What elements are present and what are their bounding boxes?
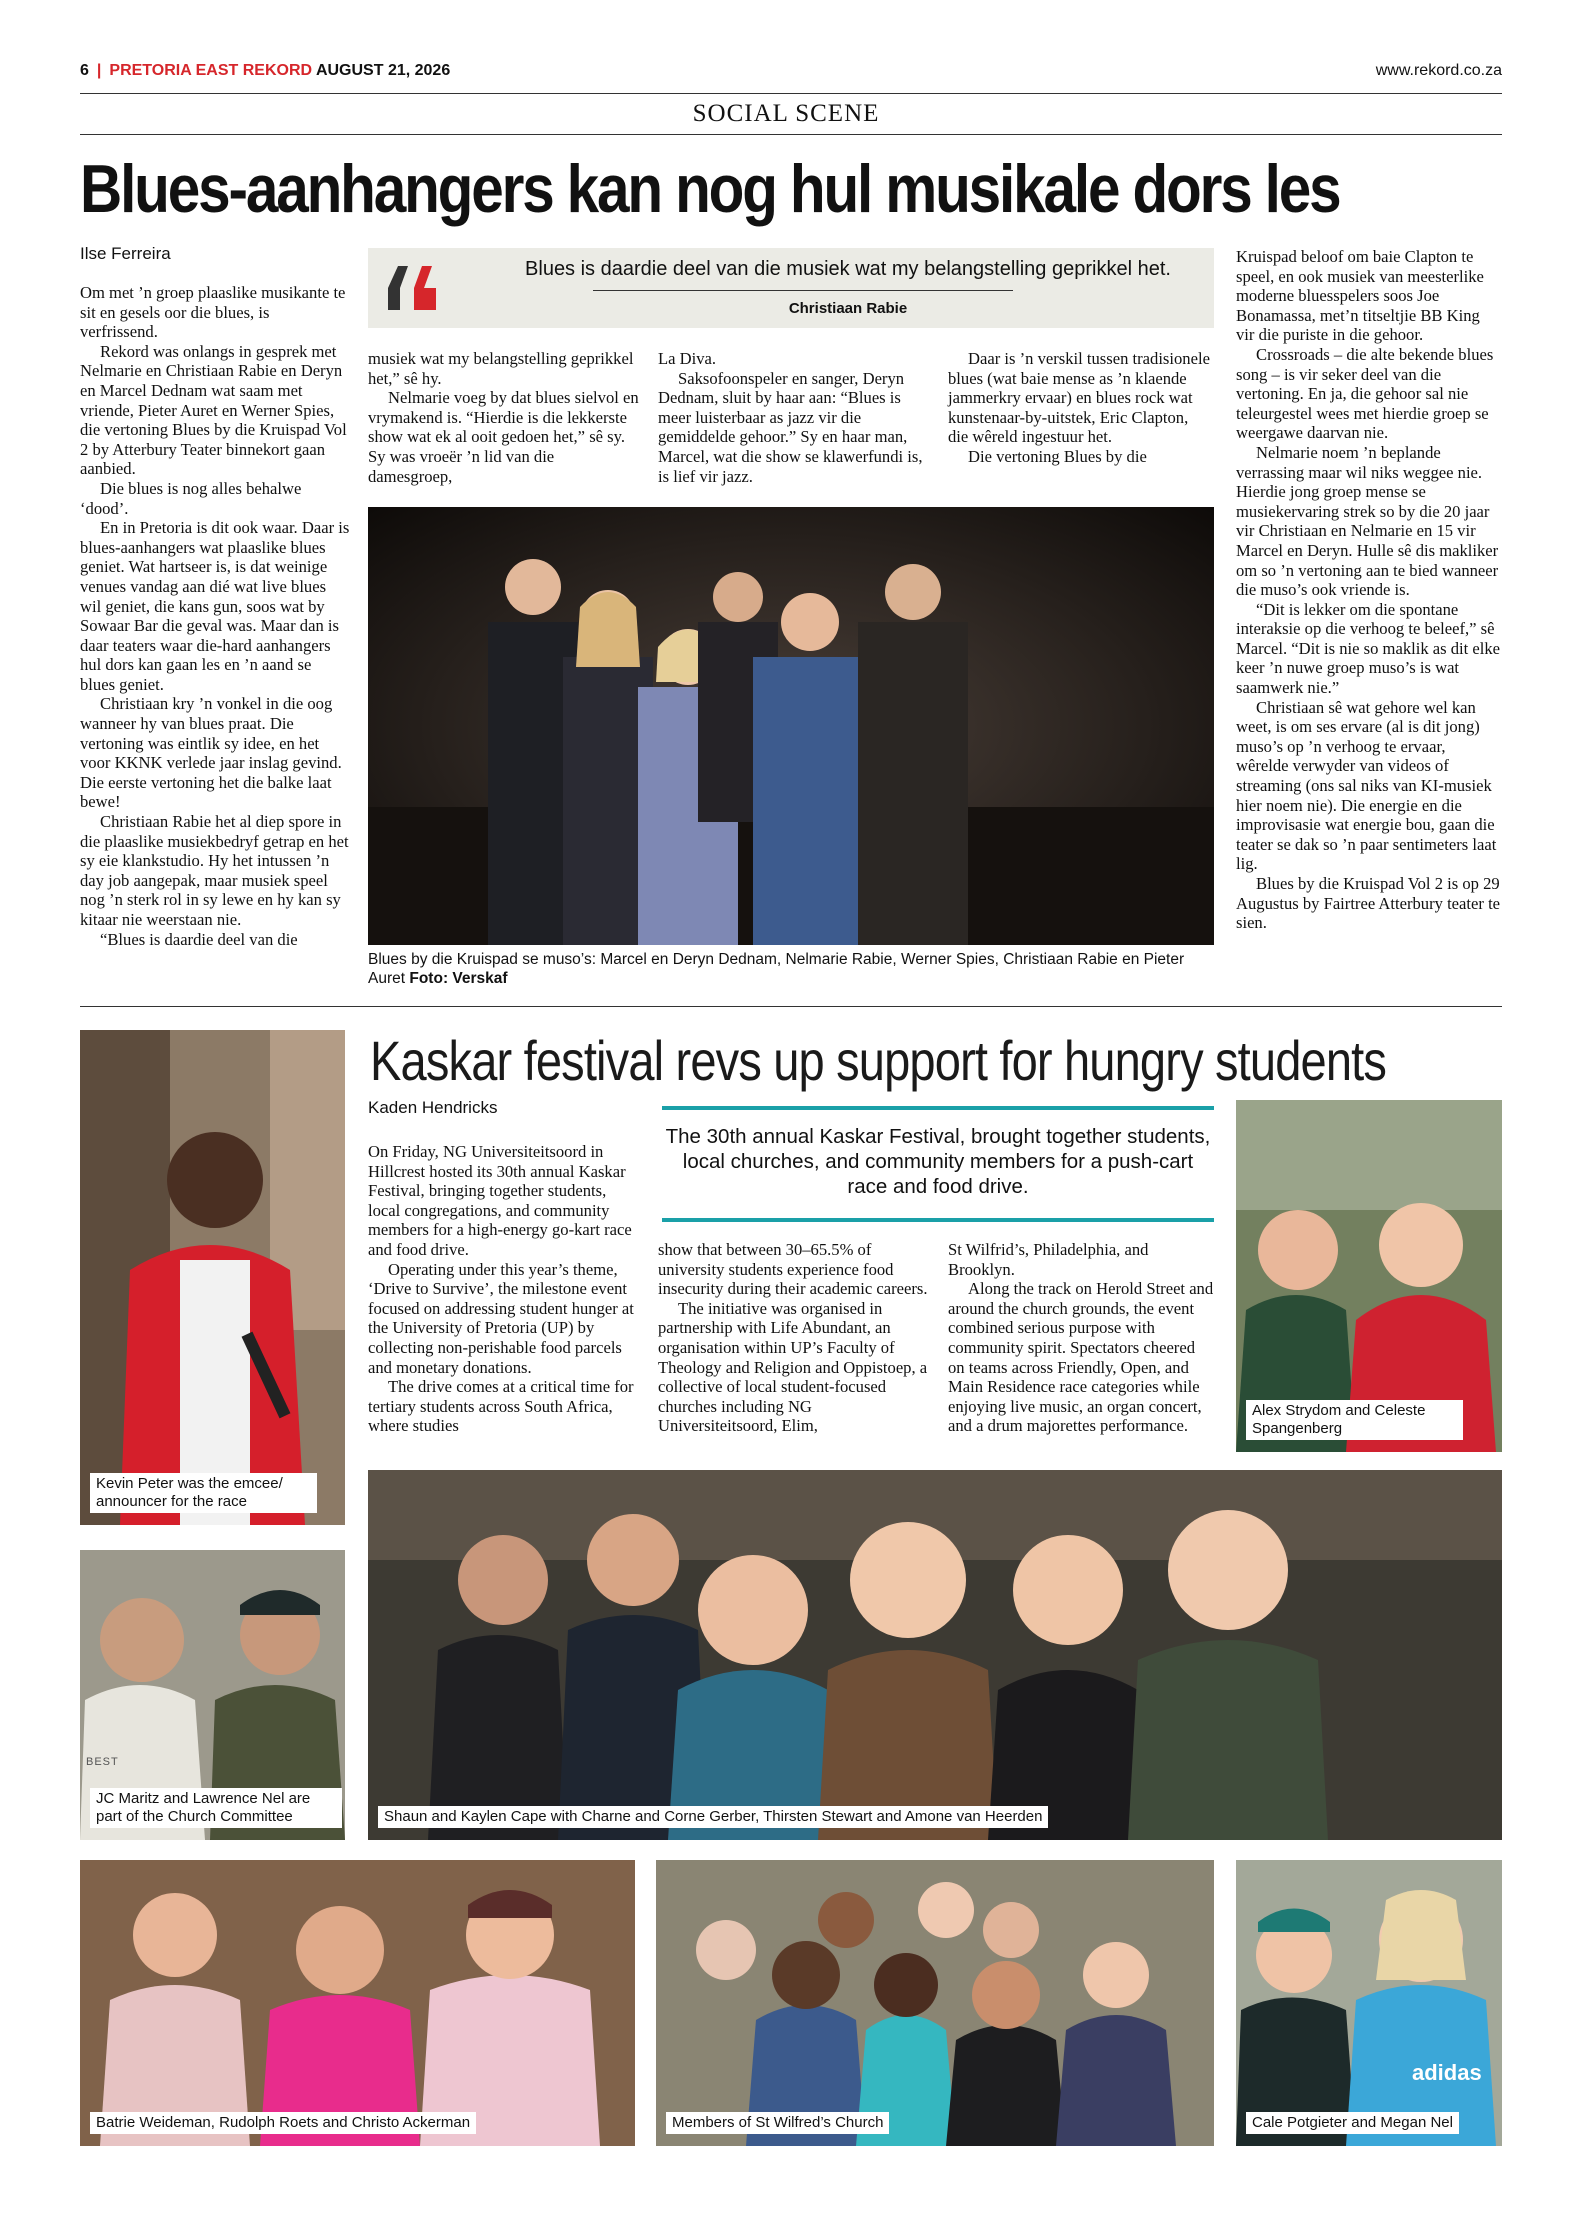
issue-date: AUGUST 21, 2026 [315, 62, 451, 79]
article1-col4 [948, 349, 1210, 467]
caption-kevin: Kevin Peter was the emcee/ announcer for the race [90, 1473, 317, 1513]
photo-caption-blues [368, 950, 1214, 988]
paragraph: Daar is ’n verskil tussen tradisionele blues (wat baie mense as ’n klaende jammerkry ervaar) en blues rock wat kunstenaar-by-uitstek, Eric Clapton, die wêreld ingestuur het. [948, 349, 1210, 447]
folio [80, 62, 450, 80]
kevin-photo-illustration [80, 1030, 345, 1525]
paragraph: En in Pretoria is dit ook waar. Daar is blues-aanhangers wat plaaslike blues geniet. Wat hartseer is, is dat weinige venues vandag aan dié wat live blues wil geniet, die kans gun, soos wat by Sowaar Bar die geval was. Maar dan is daar teaters waar die-hard aanhangers hul dors kan gaan les en ’n aand se blues geniet. [80, 518, 350, 694]
batrie-photo-illustration [80, 1860, 635, 2146]
photo-batrie [80, 1860, 635, 2146]
pullquote-top-rule [662, 1106, 1214, 1110]
caption-batrie: Batrie Weideman, Rudolph Roets and Christo Ackerman [90, 2112, 476, 2134]
paper-name: PRETORIA EAST REKORD [109, 62, 313, 79]
shirt-brand-text: adidas [1412, 2060, 1482, 2085]
paragraph: musiek wat my belangstelling geprikkel het,” sê hy. [368, 349, 634, 388]
cale-photo-illustration [1236, 1860, 1502, 2146]
byline-kaskar: Kaden Hendricks [368, 1098, 498, 1117]
photo-group [368, 1470, 1502, 1840]
article1-col3 [658, 349, 930, 486]
photo-blues-band [368, 507, 1214, 945]
paragraph: Along the track on Herold Street and around the church grounds, the event combined serious purpose with community spirit. Spectators cheered on teams across Friendly, Open, and Main Residence race categories while enjoying live music, an organ concert, and a drum majorettes performance. [948, 1279, 1214, 1436]
article2-col2 [658, 1240, 930, 1436]
article2-col3 [948, 1240, 1214, 1436]
quote-mark-icon [384, 258, 444, 318]
paragraph: Nelmarie voeg by dat blues sielvol en vrymakend is. “Hierdie is die lekkerste show wat ek al ooit gedoen het,” sê sy. Sy was vroeër ’n lid van die damesgroep, [368, 388, 639, 486]
paragraph: St Wilfrid’s, Philadelphia, and Brooklyn. [948, 1240, 1149, 1279]
photo-credit-label: Foto: [409, 970, 449, 987]
pullquote-text: The 30th annual Kaskar Festival, brought together students, local churches, and community members for a push-cart race and food drive. [665, 1125, 1211, 1198]
wilfred-photo-illustration [656, 1860, 1214, 2146]
article1-col1 [80, 283, 350, 949]
photo-kevin [80, 1030, 345, 1525]
caption-text: Blues by die Kruispad se muso’s: Marcel en Deryn Dednam, Nelmarie Rabie, Werner Spies, Christiaan Rabie en Pieter Auret [368, 951, 1185, 987]
paragraph: The drive comes at a critical time for tertiary students across South Africa, where studies [368, 1377, 634, 1436]
paragraph: Christiaan Rabie het al diep spore in die plaaslike musiekbedryf getrap en het sy eie klankstudio. Hy het intussen ’n day job aangepak, maar musiek speel nog ’n sterk rol in sy lewe en hy kan sy kitaar nie weerstaan nie. [80, 812, 349, 929]
band-photo-illustration [368, 507, 1214, 945]
website-link[interactable]: www.rekord.co.za [1375, 62, 1502, 79]
pullquote-rule [593, 290, 1013, 291]
paragraph: On Friday, NG Universiteitsoord in Hillcrest hosted its 30th annual Kaskar Festival, bringing together students, local congregations, and community members for a high-energy go-kart race and food drive. [368, 1142, 632, 1259]
paragraph: Kruispad beloof om baie Clapton te speel, en ook musiek van meesterlike moderne bluesspelers soos Joe Bonamassa, met’n titseltjie BB King vir die puriste in die gehoor. [1236, 247, 1484, 345]
paragraph: Christiaan sê wat gehore wel kan weet, is om ses ervare (al is dit jong) muso’s op ’n verhoog te ervaar, wêrelde verwyder van videos of streaming (ons sal niks van KI-musiek hier noem nie). Die energie en die improvisasie wat energie bou, gaan die teater se dak so ’n paar sentimeters laat lig. [1236, 697, 1497, 874]
paragraph: Nelmarie noem ’n beplande verrassing maar wil niks weggee nie. Hierdie jong groep mense se musiekervaring strek so by die 20 jaar vir Christiaan en Nelmarie en 15 vir Marcel en Deryn. Hulle sê dis makliker om so ’n vertoning aan te bied wanneer die muso’s ook vriende is. [1236, 442, 1499, 600]
article2-col1 [368, 1142, 640, 1436]
paragraph: show that between 30–65.5% of university students experience food insecurity during their academic careers. [658, 1240, 928, 1299]
folio-separator: | [96, 62, 102, 79]
paragraph: “Dit is lekker om die spontane interaksie op die verhoog te beleef,” sê Marcel. “Dit is nie so maklik as dit elke keer ’n nuwe groep muso’s is wat saamwerk nie.” [1236, 599, 1501, 698]
article1-col5 [1236, 247, 1502, 933]
paragraph: Rekord was onlangs in gesprek met Nelmarie en Christiaan Rabie en Deryn en Marcel Dednam wat saam met vriende, Pieter Auret en Werner Spies, die vertoning Blues by die Kruispad Vol 2 by Atterbury Teater binnekort gaan aanbied. [80, 341, 347, 479]
paragraph: The initiative was organised in partnership with Life Abundant, an organisation within UP’s Faculty of Theology and Religion and Oppistoep, a collective of local student-focused churches including NG Universiteitsoord, Elim, [658, 1298, 928, 1436]
caption-jc: JC Maritz and Lawrence Nel are part of the Church Committee [90, 1788, 342, 1828]
paragraph: Operating under this year’s theme, ‘Drive to Survive’, the milestone event focused on addressing student hunger at the University of Pretoria (UP) by collecting non-perishable food parcels and monetary donations. [368, 1259, 634, 1377]
pullquote-kaskar [662, 1106, 1214, 1222]
byline-blues: Ilse Ferreira [80, 244, 171, 263]
photo-jc [80, 1550, 345, 1840]
shirt-logo-text: BEST [86, 1756, 119, 1768]
paragraph: Die vertoning Blues by die [968, 446, 1147, 466]
group-photo-illustration [368, 1470, 1502, 1840]
pullquote-attribution: Christiaan Rabie [788, 300, 908, 317]
caption-cale: Cale Potgieter and Megan Nel [1246, 2112, 1459, 2134]
paragraph: Christiaan kry ’n vonkel in die oog wanneer hy van blues praat. Die vertoning was eintlik sy idee, en het voor KKNK verlede jaar inslag gevind. Die eerste vertoning het die balke laat bewe! [80, 694, 342, 812]
paragraph: “Blues is daardie deel van die [100, 929, 298, 949]
page-number: 6 [80, 62, 89, 79]
pullquote-blues [368, 248, 1214, 328]
section-title: SOCIAL SCENE [692, 100, 880, 127]
pullquote-text: Blues is daardie deel van die musiek wat my belangstelling geprikkel het. [525, 258, 1171, 280]
paragraph: Crossroads – die alte bekende blues song – is vir seker deel van die vertoning. En ja, die gehoor sal nie teleurgestel wees met hierdie groep se weergawe daarvan nie. [1236, 344, 1494, 443]
headline-blues: Blues-aanhangers kan nog hul musikale dors les [80, 151, 1340, 227]
caption-group: Shaun and Kaylen Cape with Charne and Corne Gerber, Thirsten Stewart and Amone van Heerden [378, 1806, 1048, 1828]
photo-cale [1236, 1860, 1502, 2146]
pullquote-bottom-rule [662, 1218, 1214, 1222]
caption-alex: Alex Strydom and Celeste Spangenberg [1246, 1400, 1463, 1440]
photo-wilfred [656, 1860, 1214, 2146]
photo-credit: Verskaf [452, 970, 508, 987]
article1-col2 [368, 349, 640, 486]
caption-wilfred: Members of St Wilfred’s Church [666, 2112, 889, 2134]
article-divider [80, 1006, 1502, 1007]
paragraph: Om met ’n groep plaaslike musikante te sit en gesels oor die blues, is verfrissend. [80, 283, 346, 342]
paragraph: Blues by die Kruispad Vol 2 is op 29 Augustus by Fairtree Atterbury teater te sien. [1236, 874, 1501, 933]
headline-kaskar: Kaskar festival revs up support for hungry students [370, 1029, 1387, 1092]
paragraph: La Diva. [658, 349, 717, 368]
header-rule [80, 93, 1502, 94]
paragraph: Saksofoonspeler en sanger, Deryn Dednam, sluit by haar aan: “Blues is meer luisterbaar as jazz vir die gemiddelde gehoor.” Sy en haar man, Marcel, wat die show se klawerfundi is, is lief vir jazz. [658, 368, 923, 486]
photo-alex [1236, 1100, 1502, 1452]
section-rule [80, 134, 1502, 135]
paragraph: Die blues is nog alles behalwe ‘dood’. [80, 478, 302, 518]
